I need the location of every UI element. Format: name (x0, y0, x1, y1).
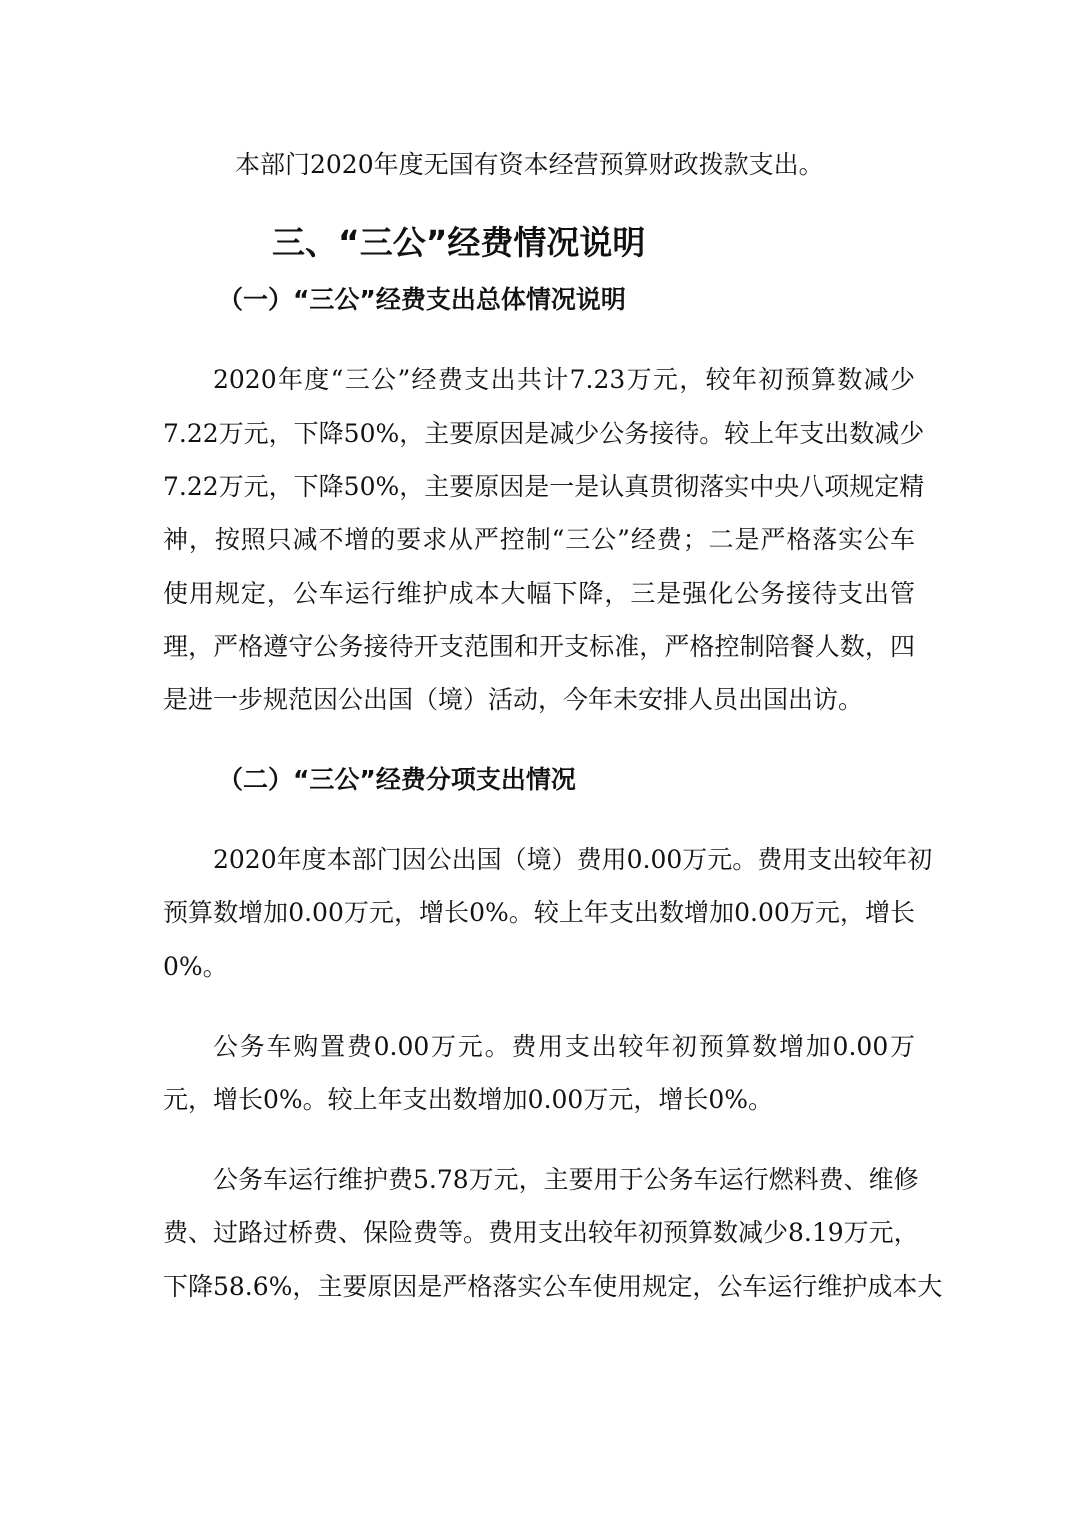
intro-paragraph: 本部门2020年度无国有资本经营预算财政拨款支出。 (235, 150, 824, 179)
overall-paragraph-line: 2020年度“三公”经费支出共计7.23万元，较年初预算数减少 (213, 365, 915, 394)
overall-paragraph-line: 是进一步规范因公出国（境）活动，今年未安排人员出国出访。 (163, 685, 864, 714)
overall-paragraph-line: 理，严格遵守公务接待开支范围和开支标准，严格控制陪餐人数，四 (163, 632, 915, 661)
section-title: 三、“三公”经费情况说明 (272, 223, 646, 262)
overall-paragraph-line: 使用规定，公车运行维护成本大幅下降，三是强化公务接待支出管 (163, 579, 915, 608)
overseas-paragraph-line: 预算数增加0.00万元，增长0%。较上年支出数增加0.00万元，增长 (163, 898, 915, 927)
vehicle-operation-paragraph-line: 费、过路过桥费、保险费等。费用支出较年初预算数减少8.19万元， (163, 1218, 919, 1247)
overall-paragraph-line: 神，按照只减不增的要求从严控制“三公”经费；二是严格落实公车 (163, 525, 915, 554)
subsection-title-itemized: （二）“三公”经费分项支出情况 (218, 765, 576, 794)
vehicle-purchase-paragraph-line: 元，增长0%。较上年支出数增加0.00万元，增长0%。 (163, 1085, 773, 1114)
vehicle-operation-paragraph-line: 下降58.6%，主要原因是严格落实公车使用规定，公车运行维护成本大 (163, 1272, 943, 1301)
overall-paragraph-line: 7.22万元，下降50%，主要原因是一是认真贯彻落实中央八项规定精 (163, 472, 925, 501)
overall-paragraph-line: 7.22万元，下降50%，主要原因是减少公务接待。较上年支出数减少 (163, 419, 925, 448)
overseas-paragraph-line: 2020年度本部门因公出国（境）费用0.00万元。费用支出较年初 (213, 845, 933, 874)
vehicle-operation-paragraph-line: 公务车运行维护费5.78万元，主要用于公务车运行燃料费、维修 (213, 1165, 919, 1194)
overseas-paragraph-line: 0%。 (163, 952, 228, 981)
subsection-title-overall: （一）“三公”经费支出总体情况说明 (218, 285, 626, 314)
vehicle-purchase-paragraph-line: 公务车购置费0.00万元。费用支出较年初预算数增加0.00万 (213, 1032, 915, 1061)
